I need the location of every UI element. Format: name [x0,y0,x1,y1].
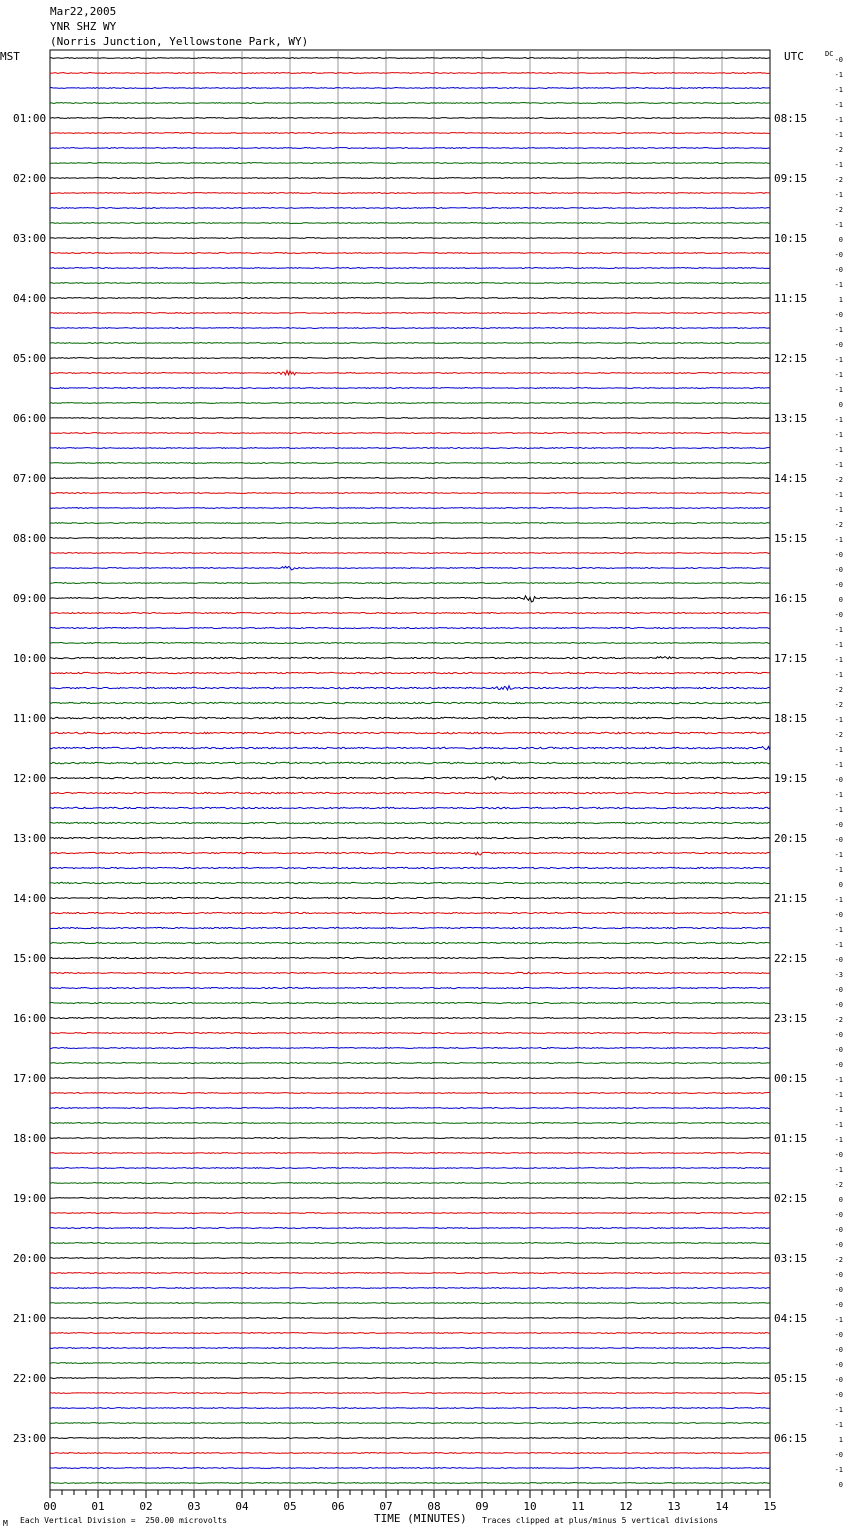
seismogram-trace [50,1063,770,1064]
hour-label-left: 11:00 [13,712,47,725]
dc-offset-label: -1 [834,86,843,94]
seismogram-trace [50,1048,770,1049]
seismogram-trace [50,1318,770,1319]
seismogram-trace [50,837,770,838]
hour-label-right: 20:15 [774,832,808,845]
seismogram-trace [50,418,770,419]
seismogram-trace [50,1108,770,1109]
dc-offset-label: -2 [834,1016,843,1024]
hour-label-right: 19:15 [774,772,808,785]
seismogram-trace [50,193,770,194]
hour-label-right: 06:15 [774,1432,808,1445]
seismogram-trace [50,208,770,209]
x-tick-label: 07 [379,1500,393,1513]
clip-note: Traces clipped at plus/minus 5 vertical divisions [482,1516,719,1525]
hour-label-left: 23:00 [13,1432,47,1445]
seismogram-trace [50,298,770,299]
hour-label-right: 22:15 [774,952,808,965]
dc-offset-label: -1 [834,806,843,814]
x-tick-label: 11 [571,1500,585,1513]
dc-offset-label: -0 [834,1151,843,1159]
dc-offset-label: -1 [834,866,843,874]
seismogram-trace [50,343,770,344]
dc-offset-label: -1 [834,671,843,679]
dc-offset-label: -1 [834,281,843,289]
hour-label-left: 10:00 [13,652,47,665]
dc-offset-label: -0 [834,1061,843,1069]
hour-label-right: 08:15 [774,112,808,125]
dc-offset-label: -0 [834,1211,843,1219]
chart-location: (Norris Junction, Yellowstone Park, WY) [50,35,309,48]
seismogram-trace [50,642,770,643]
hour-label-left: 12:00 [13,772,47,785]
dc-offset-label: -0 [834,1241,843,1249]
hour-label-right: 09:15 [774,172,808,185]
seismogram-trace [50,148,770,149]
dc-offset-label: -0 [834,1361,843,1369]
hour-label-left: 20:00 [13,1252,47,1265]
hour-label-left: 05:00 [13,352,47,365]
seismogram-trace [50,807,770,808]
hour-label-left: 22:00 [13,1372,47,1385]
dc-offset-label: -0 [834,821,843,829]
hour-label-right: 05:15 [774,1372,808,1385]
seismogram-trace [50,358,770,359]
plot-frame [50,50,770,1490]
seismogram-trace [50,912,770,913]
seismogram-trace [50,1378,770,1379]
dc-offset-label: -2 [834,521,843,529]
dc-offset-label: -0 [834,1391,843,1399]
x-tick-label: 00 [43,1500,57,1513]
seismogram-trace [50,717,770,719]
hour-label-right: 02:15 [774,1192,808,1205]
seismogram-trace [50,942,770,943]
seismogram-trace [50,253,770,254]
dc-offset-label: -2 [834,1256,843,1264]
seismogram-trace [50,1183,770,1184]
seismogram-trace [50,538,770,539]
hour-label-right: 18:15 [774,712,808,725]
corner-mark: M [3,1519,8,1528]
right-timezone-label: UTC [784,50,804,63]
dc-offset-label: -1 [834,431,843,439]
hour-label-left: 14:00 [13,892,47,905]
seismogram-trace [50,987,770,988]
dc-offset-label: -0 [834,1451,843,1459]
seismogram-trace [50,58,770,59]
hour-label-left: 13:00 [13,832,47,845]
dc-offset-label: 0 [838,401,843,409]
dc-offset-label: -1 [834,1121,843,1129]
hour-label-left: 15:00 [13,952,47,965]
hour-label-right: 17:15 [774,652,808,665]
dc-offset-label: -1 [834,1406,843,1414]
dc-offset-label: -1 [834,416,843,424]
seismogram-trace [50,972,770,974]
seismogram-trace [50,1408,770,1409]
x-tick-label: 12 [619,1500,633,1513]
seismogram-trace [50,238,770,239]
seismogram-trace [50,553,770,554]
dc-offset-label: -1 [834,161,843,169]
hour-label-right: 23:15 [774,1012,808,1025]
x-tick-label: 02 [139,1500,153,1513]
dc-offset-label: -0 [834,1346,843,1354]
dc-offset-label: -1 [834,926,843,934]
dc-offset-label: 1 [838,296,843,304]
seismogram-trace [50,1033,770,1034]
dc-offset-label: -1 [834,1106,843,1114]
hour-label-right: 11:15 [774,292,808,305]
dc-offset-label: -1 [834,191,843,199]
chart-date: Mar22,2005 [50,5,117,18]
dc-offset-label: -1 [834,371,843,379]
dc-offset-label: -1 [834,1076,843,1084]
seismogram-trace [50,612,770,613]
dc-offset-label: -2 [834,686,843,694]
hour-label-right: 03:15 [774,1252,808,1265]
seismogram-trace [50,118,770,119]
x-tick-label: 06 [331,1500,345,1513]
dc-offset-label: -1 [834,896,843,904]
seismogram-trace [50,792,770,793]
seismogram-trace [50,223,770,224]
dc-offset-label: 0 [838,1481,843,1489]
dc-offset-label: 0 [838,1196,843,1204]
hour-label-right: 10:15 [774,232,808,245]
x-axis-label: TIME (MINUTES) [374,1512,467,1525]
x-tick-label: 09 [475,1500,489,1513]
dc-offset-label: -1 [834,851,843,859]
seismogram-trace [50,1243,770,1244]
dc-offset-label: -0 [834,1031,843,1039]
dc-offset-label: -0 [834,56,843,64]
dc-offset-label: -0 [834,911,843,919]
seismogram-trace [50,178,770,179]
seismogram-trace [50,1228,770,1229]
dc-offset-label: -0 [834,566,843,574]
seismogram-trace [50,1303,770,1304]
hour-label-right: 12:15 [774,352,808,365]
dc-offset-label: -1 [834,1136,843,1144]
seismogram-trace [50,672,770,673]
dc-offset-label: -2 [834,206,843,214]
dc-offset-label: -0 [834,251,843,259]
dc-offset-label: -1 [834,326,843,334]
dc-offset-label: -0 [834,611,843,619]
seismogram-trace [50,882,770,883]
hour-label-left: 01:00 [13,112,47,125]
seismogram-trace [50,388,770,389]
dc-offset-label: -1 [834,446,843,454]
seismogram-trace [50,370,770,374]
hour-label-right: 04:15 [774,1312,808,1325]
seismogram-trace [50,627,770,628]
seismogram-trace [50,463,770,464]
seismogram-trace [50,852,770,855]
dc-offset-label: -0 [834,311,843,319]
seismogram-trace [50,867,770,868]
seismogram-trace [50,1453,770,1454]
seismogram-trace [50,1423,770,1424]
seismogram-trace [50,433,770,434]
dc-offset-label: 1 [838,1436,843,1444]
dc-offset-label: -2 [834,146,843,154]
seismogram-trace [50,1348,770,1349]
dc-offset-label: -1 [834,461,843,469]
dc-offset-label: -1 [834,221,843,229]
dc-offset-label: 0 [838,596,843,604]
seismogram-trace [50,1198,770,1199]
x-tick-label: 04 [235,1500,249,1513]
dc-offset-label: -0 [834,1331,843,1339]
seismogram-trace [50,1468,770,1469]
seismogram-trace [50,596,770,602]
seismogram-trace [50,403,770,404]
scale-note: Each Vertical Division = 250.00 microvolts [20,1516,228,1525]
seismogram-trace [50,1483,770,1484]
hour-label-left: 02:00 [13,172,47,185]
seismogram-trace [50,163,770,164]
dc-offset-label: -1 [834,716,843,724]
seismogram-trace [50,1393,770,1394]
dc-offset-label: -1 [834,1166,843,1174]
hour-label-left: 21:00 [13,1312,47,1325]
seismogram-trace [50,927,770,928]
x-tick-label: 10 [523,1500,537,1513]
dc-offset-label: -1 [834,1091,843,1099]
dc-offset-label: -1 [834,356,843,364]
seismogram-trace [50,1002,770,1003]
hour-label-right: 15:15 [774,532,808,545]
seismogram-trace [50,523,770,524]
seismogram-trace [50,268,770,269]
dc-offset-label: -0 [834,1226,843,1234]
seismogram-trace [50,1018,770,1019]
dc-offset-label: -0 [834,581,843,589]
dc-offset-label: -1 [834,116,843,124]
dc-offset-label: -0 [834,1286,843,1294]
hour-label-left: 03:00 [13,232,47,245]
x-tick-label: 05 [283,1500,297,1513]
hour-label-right: 21:15 [774,892,808,905]
seismogram-trace [50,777,770,780]
seismogram-trace [50,566,770,570]
dc-offset-label: -1 [834,746,843,754]
dc-offset-label: -0 [834,986,843,994]
dc-offset-label: -1 [834,941,843,949]
seismogram-trace [50,762,770,764]
seismogram-trace [50,1123,770,1124]
dc-header-label: DC [825,50,834,58]
dc-offset-label: -2 [834,701,843,709]
dc-offset-label: -3 [834,971,843,979]
hour-label-right: 00:15 [774,1072,808,1085]
dc-offset-label: -1 [834,1466,843,1474]
seismogram-trace [50,822,770,823]
hour-label-left: 17:00 [13,1072,47,1085]
hour-label-left: 09:00 [13,592,47,605]
dc-offset-label: -2 [834,1181,843,1189]
chart-station: YNR SHZ WY [50,20,117,33]
seismogram-trace [50,583,770,584]
seismogram-trace [50,1363,770,1364]
seismogram-trace [50,283,770,284]
hour-label-left: 07:00 [13,472,47,485]
seismogram-trace [50,1258,770,1259]
left-timezone-label: MST [0,50,20,63]
seismogram-trace [50,1093,770,1094]
dc-offset-label: 0 [838,881,843,889]
dc-offset-label: -0 [834,551,843,559]
hour-label-left: 18:00 [13,1132,47,1145]
dc-offset-label: -0 [834,776,843,784]
dc-offset-label: -1 [834,1421,843,1429]
dc-offset-label: -1 [834,71,843,79]
dc-offset-label: -1 [834,101,843,109]
seismogram-trace [50,1273,770,1274]
seismogram-trace [50,1168,770,1169]
seismogram-trace [50,103,770,104]
hour-label-right: 13:15 [774,412,808,425]
dc-offset-label: -0 [834,266,843,274]
dc-offset-label: -1 [834,1316,843,1324]
dc-offset-label: -0 [834,1376,843,1384]
dc-offset-label: -1 [834,761,843,769]
dc-offset-label: -2 [834,476,843,484]
dc-offset-label: -2 [834,176,843,184]
hour-label-right: 16:15 [774,592,808,605]
seismogram-trace [50,133,770,134]
dc-offset-label: -1 [834,506,843,514]
dc-offset-label: 0 [838,236,843,244]
hour-label-left: 08:00 [13,532,47,545]
dc-offset-label: -1 [834,791,843,799]
dc-offset-label: -0 [834,1301,843,1309]
x-tick-label: 03 [187,1500,201,1513]
seismogram-trace [50,88,770,89]
seismogram-trace [50,1333,770,1334]
x-tick-label: 13 [667,1500,681,1513]
dc-offset-label: -2 [834,731,843,739]
dc-offset-label: -1 [834,536,843,544]
dc-offset-label: -1 [834,656,843,664]
dc-offset-label: -1 [834,626,843,634]
x-tick-label: 01 [91,1500,105,1513]
seismogram-trace [50,508,770,509]
hour-label-right: 01:15 [774,1132,808,1145]
dc-offset-label: -0 [834,1271,843,1279]
hour-label-left: 19:00 [13,1192,47,1205]
seismogram-trace [50,1438,770,1439]
hour-label-right: 14:15 [774,472,808,485]
seismogram-trace [50,1078,770,1079]
seismogram-trace [50,746,770,750]
seismogram-trace [50,732,770,734]
seismogram-trace [50,702,770,703]
seismogram-trace [50,73,770,74]
seismogram-trace [50,328,770,329]
seismogram-trace [50,1153,770,1154]
seismogram-trace [50,493,770,494]
seismogram-trace [50,448,770,449]
x-tick-label: 08 [427,1500,441,1513]
dc-offset-label: -0 [834,836,843,844]
dc-offset-label: -0 [834,1046,843,1054]
dc-offset-label: -1 [834,386,843,394]
seismogram-trace [50,478,770,479]
seismogram-trace [50,1213,770,1214]
seismogram-trace [50,897,770,898]
seismogram-trace [50,957,770,958]
dc-offset-label: -0 [834,1001,843,1009]
hour-label-left: 04:00 [13,292,47,305]
seismogram-trace [50,313,770,314]
x-tick-label: 15 [763,1500,777,1513]
hour-label-left: 16:00 [13,1012,47,1025]
dc-offset-label: -1 [834,641,843,649]
dc-offset-label: -1 [834,131,843,139]
dc-offset-label: -1 [834,491,843,499]
hour-label-left: 06:00 [13,412,47,425]
x-tick-label: 14 [715,1500,729,1513]
seismogram-trace [50,657,770,659]
seismogram-trace [50,1288,770,1289]
dc-offset-label: -0 [834,341,843,349]
dc-offset-label: -0 [834,956,843,964]
seismogram-trace [50,1138,770,1139]
seismogram-trace [50,686,770,690]
